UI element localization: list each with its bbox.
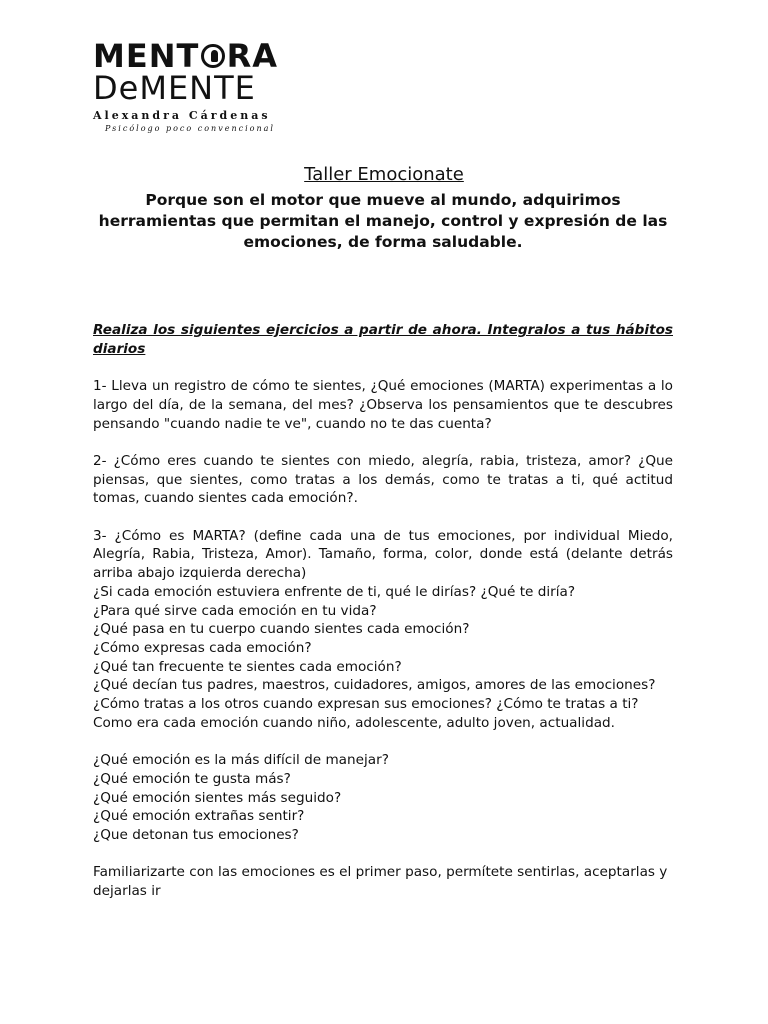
closing-text: Familiarizarte con las emociones es el primer paso, permítete sentirlas, aceptarlas y dejarlas ir — [93, 864, 668, 900]
emotion-question: ¿Que detonan tus emociones? — [93, 826, 299, 843]
page-subtitle: Porque son el motor que mueve al mundo, adquirimos herramientas que permitan el manejo, control y expresión de las emociones, de forma saludable. — [98, 191, 668, 251]
emotion-question: ¿Qué emoción te gusta más? — [93, 770, 291, 787]
exercise-3 — [93, 527, 673, 733]
logo — [93, 37, 278, 133]
exercise-1: 1- Lleva un registro de cómo te sientes, ¿Qué emociones (MARTA) experimentas a lo largo del día, de la semana, del mes? ¿Observa los pensamientos que te descubres pensando "cuando nadie te ve", cuando no te das cuenta? — [93, 378, 673, 432]
exercise-3-question: ¿Qué pasa en tu cuerpo cuando sientes cada emoción? — [93, 621, 470, 638]
logo-title-line2: DeMENTE — [93, 69, 256, 107]
exercise-3-question: ¿Qué decían tus padres, maestros, cuidadores, amigos, amores de las emociones? — [93, 677, 656, 694]
page-title: Taller Emocionate — [304, 164, 464, 185]
exercise-3-intro: 3- ¿Cómo es MARTA? (define cada una de tus emociones, por individual Miedo, Alegría, Rabia, Tristeza, Amor). Tamaño, forma, color, donde está (delante detrás arriba abajo izquierda derecha) — [93, 527, 673, 582]
logo-text-a: MENT — [93, 37, 200, 75]
exercise-3-question: Como era cada emoción cuando niño, adolescente, adulto joven, actualidad. — [93, 714, 615, 731]
emotion-question: ¿Qué emoción extrañas sentir? — [93, 808, 305, 825]
logo-title-line1 — [93, 37, 278, 75]
exercise-2: 2- ¿Cómo eres cuando te sientes con miedo, alegría, rabia, tristeza, amor? ¿Que piensas, que sientes, como tratas a los demás, como te tratas a ti, qué actitud tomas, cuando sientes cada emoción?. — [93, 452, 673, 507]
logo-emblem-icon — [201, 44, 224, 68]
exercise-3-question: ¿Cómo tratas a los otros cuando expresan sus emociones? ¿Cómo te tratas a ti? — [93, 696, 639, 713]
exercise-3-question: ¿Si cada emoción estuviera enfrente de ti, qué le dirías? ¿Qué te diría? — [93, 583, 576, 600]
exercise-3-question: ¿Qué tan frecuente te sientes cada emoción? — [93, 658, 402, 675]
logo-tagline: Psicólogo poco convencional — [105, 124, 275, 133]
document-body — [93, 321, 673, 919]
emotion-question: ¿Qué emoción sientes más seguido? — [93, 789, 342, 806]
exercise-3-question: ¿Para qué sirve cada emoción en tu vida? — [93, 602, 377, 619]
exercise-3-question: ¿Cómo expresas cada emoción? — [93, 639, 312, 656]
instruction-heading: Realiza los siguientes ejercicios a partir de ahora. Integralos a tus hábitos diarios — [93, 322, 673, 357]
emotion-question: ¿Qué emoción es la más difícil de manejar? — [93, 752, 389, 769]
logo-text-b: RA — [226, 37, 278, 75]
logo-author-name: Alexandra Cárdenas — [93, 109, 271, 122]
emotion-questions — [93, 751, 673, 845]
